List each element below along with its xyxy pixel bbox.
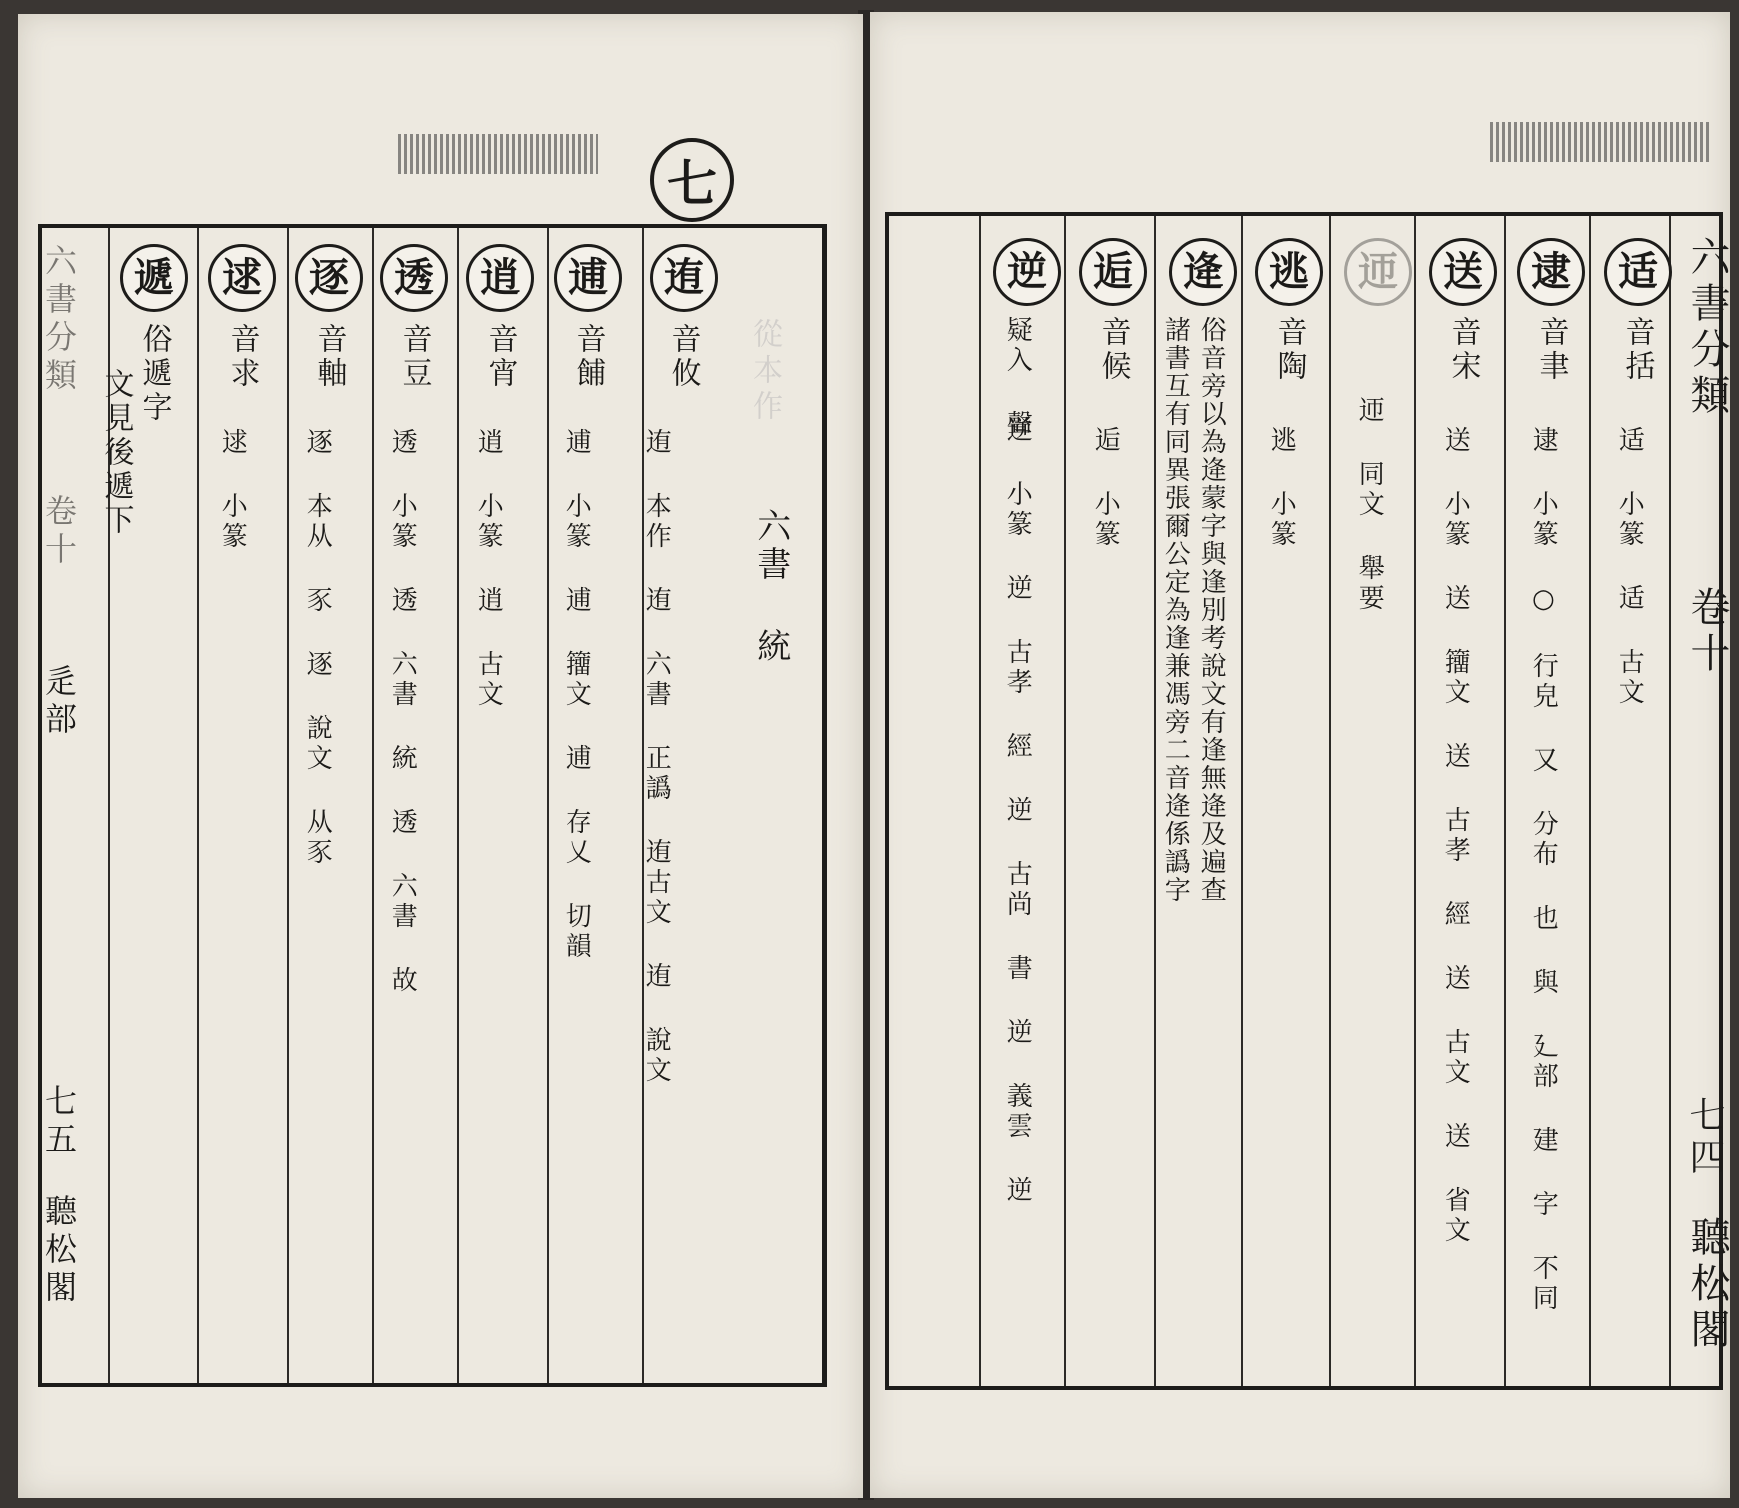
entry-forms: 逋 小篆 逋 籒文 逋 存乂 切韻: [561, 428, 592, 962]
entry-head: 逮: [1517, 238, 1585, 306]
entry-note: 俗音旁以為逄蒙字與逢別考說文有逢無逄及遍查: [1196, 316, 1227, 904]
entry-reading: 音括: [1619, 316, 1655, 384]
right-page: [870, 12, 1730, 1498]
entry-forms: 送 小篆 送 籒文 送 古孝 經 送 古文 送 省文: [1440, 426, 1471, 1246]
note-liushu-tong: 六書 統: [750, 508, 791, 666]
show-through: 從本作: [747, 318, 782, 426]
entry-head: 逄: [1169, 238, 1237, 306]
entry-head: 逋: [554, 244, 622, 312]
margin-page: 七四: [1684, 1096, 1725, 1180]
entry-head: 逍: [466, 244, 534, 312]
entry-head: 遞: [120, 244, 188, 312]
entry-note: 文見後遞下: [98, 368, 134, 538]
entry-forms: 迊 同文 舉要: [1354, 396, 1385, 614]
left-page: [18, 14, 863, 1498]
entry-head: 逐: [295, 244, 363, 312]
entry-note: 諸書互有同異張爾公定為逢兼馮旁二音逄係譌字: [1160, 316, 1191, 904]
entry-forms: 逍 小篆 逍 古文: [473, 428, 504, 710]
entry-head: 送: [1429, 238, 1497, 306]
entry-forms: 透 小篆 透 六書 統 透 六書 故: [387, 428, 418, 996]
faded-stamp: [398, 134, 598, 174]
entry-reading: 音豆: [396, 323, 432, 391]
entry-reading: 音餔: [570, 323, 606, 391]
entry-reading: 疑入 聲: [1002, 316, 1033, 440]
entry-reading: 音宵: [482, 323, 518, 391]
entry-forms: 逑 小篆: [217, 428, 248, 552]
left-text-frame: [38, 224, 827, 1387]
margin-page: 七五: [40, 1084, 78, 1160]
entry-reading: 音宋: [1445, 316, 1481, 384]
entry-head: 逃: [1255, 238, 1323, 306]
entry-reading: 音聿: [1533, 316, 1569, 384]
entry-forms: 迶 本作 迶 六書 正譌 迶古文 迶 說文: [641, 428, 672, 1086]
leaf-number-badge: 七: [650, 138, 734, 222]
entry-reading: 音求: [224, 323, 260, 391]
margin-publisher: 聽松閣: [1684, 1216, 1730, 1354]
entry-reading: 音陶: [1271, 316, 1307, 384]
faded-stamp: [1490, 122, 1710, 162]
entry-forms: 逆 小篆 逆 古孝 經 逆 古尚 書 逆 義雲 逆: [1002, 416, 1033, 1206]
entry-head: 迊: [1344, 238, 1412, 306]
entry-reading: 俗遞字: [136, 323, 172, 425]
entry-head: 逑: [208, 244, 276, 312]
entry-forms: 逅 小篆: [1090, 426, 1121, 550]
right-text-frame: [885, 212, 1730, 1390]
margin-volume: 卷十: [1684, 586, 1730, 678]
margin-publisher: 聽松閣: [40, 1194, 78, 1308]
entry-head: 适: [1604, 238, 1672, 306]
margin-title: 六書分類: [40, 244, 78, 396]
margin-volume: 卷十: [40, 494, 78, 570]
margin-title: 六書分類: [1684, 236, 1730, 420]
entry-forms: 逐 本从 豕 逐 說文 从豕: [302, 428, 333, 868]
entry-head: 逅: [1079, 238, 1147, 306]
entry-head: 逆: [993, 238, 1061, 306]
margin-radical: 辵部: [40, 664, 78, 740]
entry-forms: 逮 小篆 ○ 行皃 又 分布 也 與 廴部 建 字 不同: [1528, 426, 1559, 1314]
entry-forms: 逃 小篆: [1266, 426, 1297, 550]
entry-head: 迶: [650, 244, 718, 312]
entry-head: 透: [380, 244, 448, 312]
entry-reading: 音候: [1095, 316, 1131, 384]
entry-reading: 音攸: [665, 323, 701, 391]
entry-forms: 适 小篆 适 古文: [1614, 426, 1645, 708]
entry-reading: 音軸: [311, 323, 347, 391]
